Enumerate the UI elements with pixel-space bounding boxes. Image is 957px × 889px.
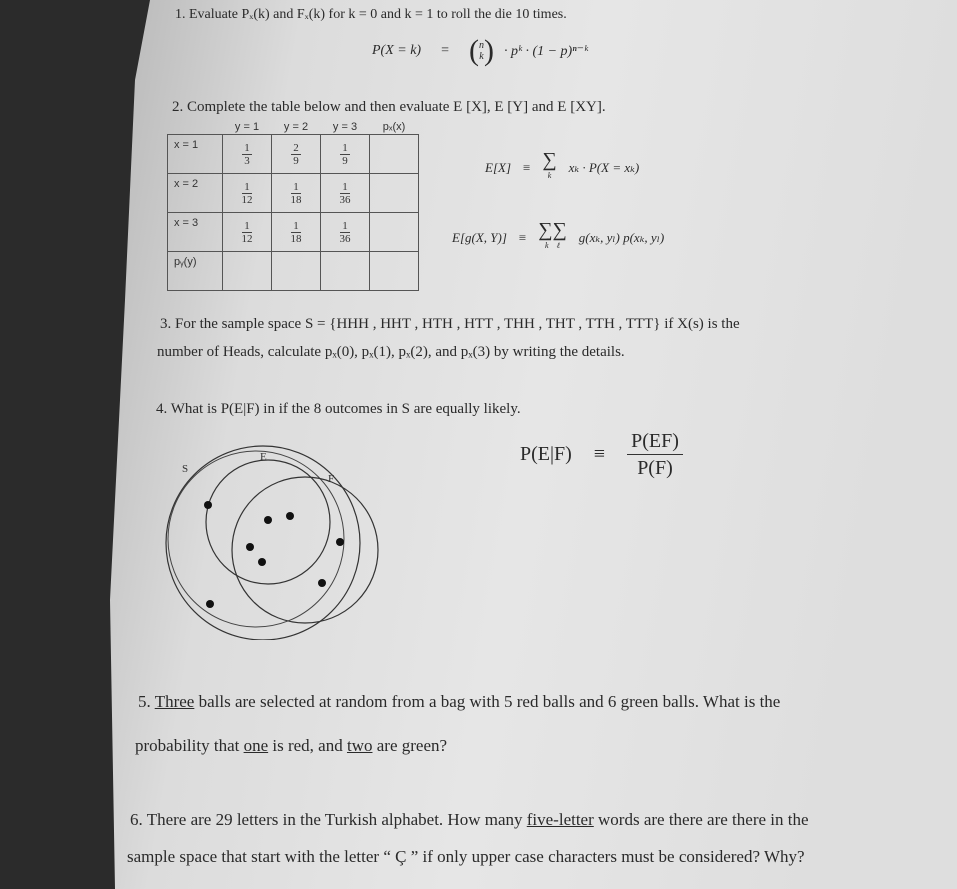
- binomial-formula: [372, 34, 588, 68]
- eg-lhs: E[g(X, Y)]: [452, 230, 507, 245]
- eg-eq: ≡: [518, 230, 527, 245]
- table-cell: $\frac{1}{12}$: [223, 213, 272, 252]
- ex-sub: k: [547, 171, 552, 180]
- ex-lhs: E[X]: [485, 160, 511, 175]
- table-cell-empty: [223, 252, 272, 291]
- q5-part: is red, and: [268, 736, 347, 755]
- eg-rhs: g(xₖ, yₗ) p(xₖ, yₗ): [578, 230, 665, 245]
- cp-numerator: P(EF): [627, 428, 683, 455]
- venn-point: [204, 501, 212, 509]
- expectation-formula: [485, 149, 640, 184]
- question-2-text: 2. Complete the table below and then evaluate E [X], E [Y] and E [XY].: [172, 99, 606, 115]
- col-header-y1: y = 1: [223, 120, 272, 135]
- table-cell: $\frac{1}{36}$: [321, 174, 370, 213]
- question-1-text: 1. Evaluate Pₓ(k) and Fₓ(k) for k = 0 and k = 1 to roll the die 10 times.: [175, 7, 567, 22]
- venn-point: [206, 600, 214, 608]
- cp-denominator: P(F): [637, 457, 673, 479]
- q5-part: 5.: [138, 692, 155, 711]
- venn-diagram: [150, 440, 400, 640]
- question-6-line-2: sample space that start with the letter “ Ç ” if only upper case characters must be considered? Why?: [127, 847, 805, 866]
- table-cell-empty: [321, 252, 370, 291]
- formula-eq: =: [441, 43, 449, 58]
- question-1: [175, 4, 567, 26]
- table-cell: $\frac{2}{9}$: [272, 135, 321, 174]
- q5-underlined-three: Three: [154, 692, 195, 711]
- q6-part: words are there are there in the: [593, 810, 809, 829]
- question-4: 4. What is P(E|F) in if the 8 outcomes in S are equally likely.: [156, 401, 521, 417]
- q5-part: probability that: [135, 736, 244, 755]
- eg-sum: ∑∑: [538, 219, 567, 241]
- q5-underlined-two: two: [346, 736, 373, 755]
- venn-point: [286, 512, 294, 520]
- table-cell-empty: [272, 252, 321, 291]
- venn-point: [264, 516, 272, 524]
- venn-circle-s-inner: [168, 451, 344, 627]
- question-6-line-1: [130, 808, 809, 832]
- formula-rhs: · pᵏ · (1 − p)ⁿ⁻ᵏ: [504, 43, 588, 59]
- venn-label-e: E: [260, 451, 267, 463]
- binom-top: n: [479, 40, 484, 51]
- table-cell: $\frac{1}{18}$: [272, 174, 321, 213]
- eg-sub: k ℓ: [545, 241, 560, 250]
- general-expectation-formula: [452, 219, 665, 254]
- venn-circle-f: [232, 477, 378, 623]
- cp-eq: ≡: [593, 443, 606, 465]
- table-cell-empty: [370, 252, 419, 291]
- col-header-y2: y = 2: [272, 120, 321, 135]
- table-row: [168, 252, 419, 291]
- venn-point: [318, 579, 326, 587]
- binomial-coefficient: ( n k ): [469, 34, 494, 67]
- row-label-x1: x = 1: [168, 135, 223, 174]
- question-5-line-2: [135, 734, 447, 758]
- venn-label-f: F: [328, 473, 335, 485]
- venn-label-s: S: [182, 463, 189, 475]
- q5-underlined-one: one: [243, 736, 269, 755]
- table-row: [168, 174, 419, 213]
- binom-bottom: k: [479, 51, 484, 62]
- cp-fraction: [627, 428, 683, 481]
- formula-lhs: P(X = k): [372, 43, 422, 58]
- question-2: [172, 96, 606, 118]
- ex-rhs: xₖ · P(X = xₖ): [568, 160, 640, 175]
- table-row: [168, 135, 419, 174]
- row-label-py: pᵧ(y): [168, 252, 223, 291]
- table-cell: $\frac{1}{12}$: [223, 174, 272, 213]
- table-cell-empty: [370, 174, 419, 213]
- conditional-probability-formula: [520, 428, 683, 481]
- table-row: [168, 213, 419, 252]
- q5-part: balls are selected at random from a bag with 5 red balls and 6 green balls. What is the: [194, 692, 781, 711]
- cp-lhs: P(E|F): [520, 443, 572, 465]
- q5-part: are green?: [372, 736, 448, 755]
- probability-table: [167, 120, 419, 291]
- q6-part: 6. There are 29 letters in the Turkish alphabet. How many: [130, 810, 527, 829]
- table-corner: [168, 120, 223, 135]
- table-cell-empty: [370, 135, 419, 174]
- row-label-x2: x = 2: [168, 174, 223, 213]
- col-header-px: pₓ(x): [370, 120, 419, 135]
- question-3-line-2: number of Heads, calculate pₓ(0), pₓ(1), pₓ(2), and pₓ(3) by writing the details.: [157, 344, 625, 360]
- ex-eq: ≡: [523, 160, 531, 175]
- question-3-line-1: 3. For the sample space S = {HHH , HHT , HTH , HTT , THH , THT , TTH , TTT} if X(s) is the: [160, 316, 740, 332]
- row-label-x3: x = 3: [168, 213, 223, 252]
- question-5-line-1: [138, 690, 780, 714]
- table-cell: $\frac{1}{18}$: [272, 213, 321, 252]
- table-cell-empty: [370, 213, 419, 252]
- table-cell: $\frac{1}{36}$: [321, 213, 370, 252]
- venn-point: [336, 538, 344, 546]
- venn-point: [246, 543, 254, 551]
- col-header-y3: y = 3: [321, 120, 370, 135]
- table-cell: $\frac{1}{9}$: [321, 135, 370, 174]
- table-cell: $\frac{1}{3}$: [223, 135, 272, 174]
- venn-point: [258, 558, 266, 566]
- ex-sum: ∑: [542, 149, 557, 171]
- q6-underlined-five-letter: five-letter: [526, 810, 594, 829]
